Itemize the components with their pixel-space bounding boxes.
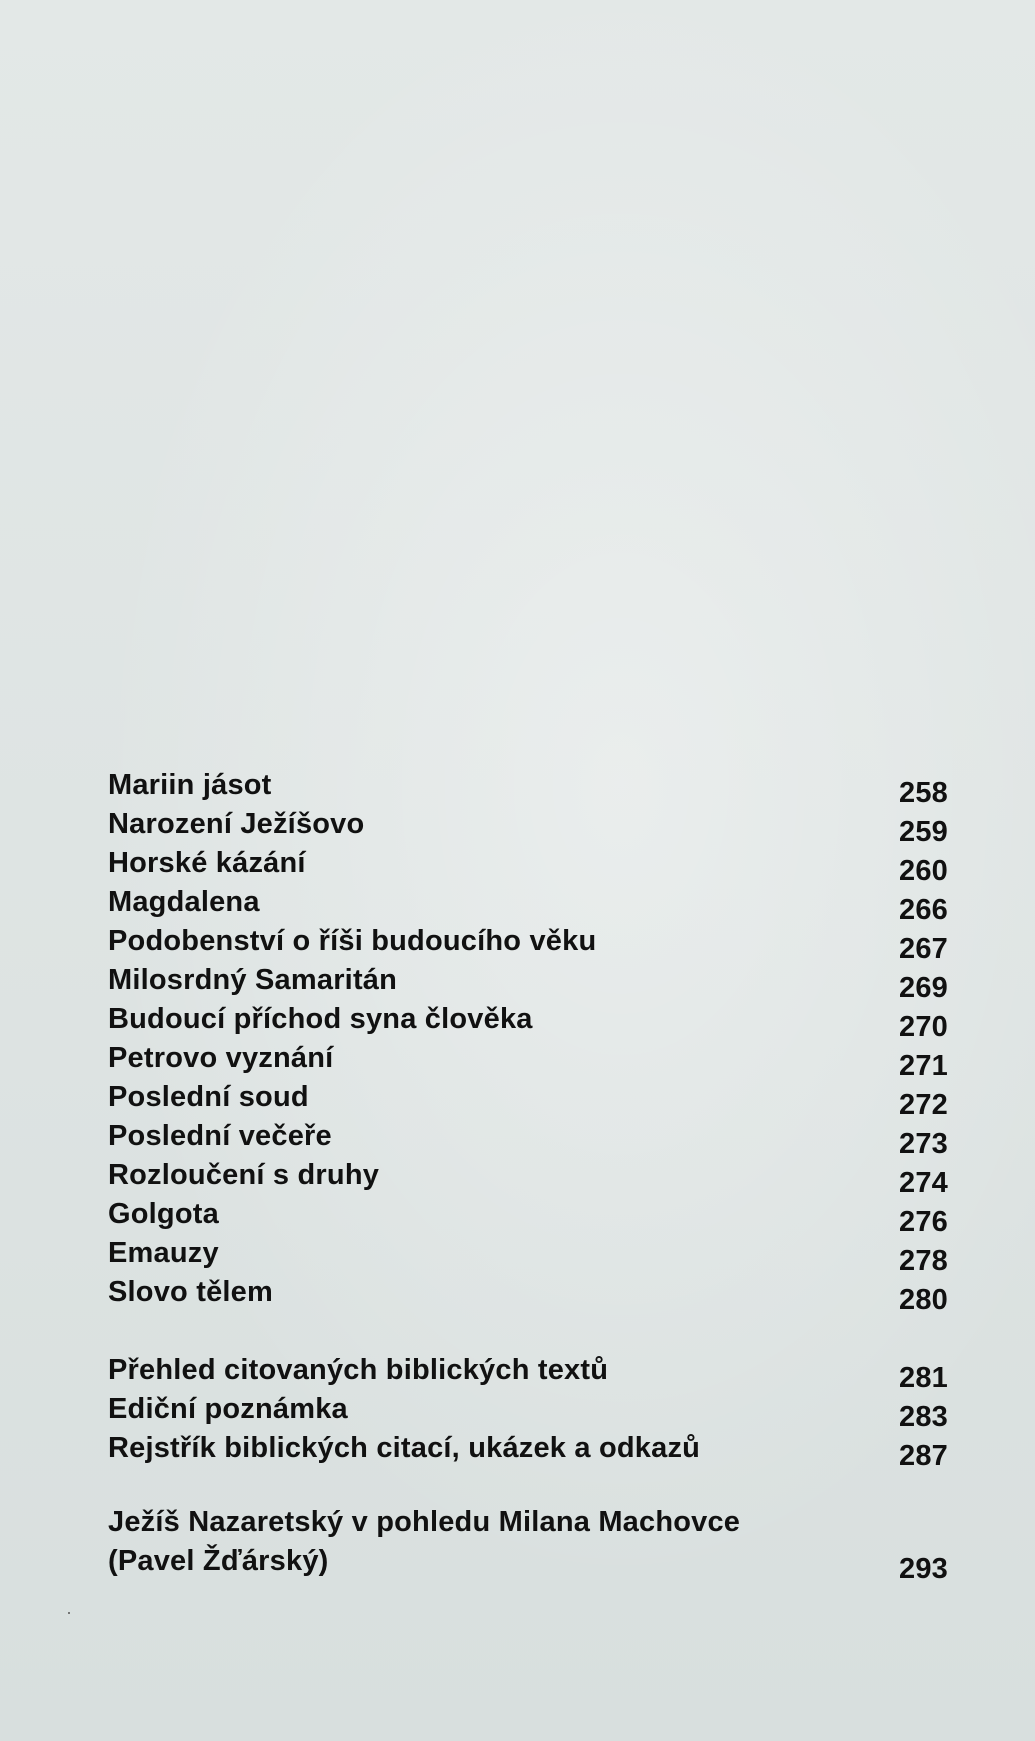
toc-entry-page: 280 — [899, 1284, 948, 1316]
toc-entry-title: Mariin jásot — [108, 769, 272, 801]
toc-entry-title-line: Ježíš Nazaretský v pohledu Milana Machovce — [108, 1506, 741, 1538]
toc-entry — [108, 1035, 948, 1082]
toc-entry — [108, 762, 948, 809]
toc-entry — [108, 1230, 948, 1277]
toc-entry-title: Narození Ježíšovo — [108, 808, 365, 840]
toc-entry — [108, 1386, 948, 1433]
toc-entry — [108, 1269, 948, 1316]
toc-group-appendices — [108, 1347, 948, 1472]
toc-group-essay — [108, 1503, 948, 1585]
toc-entry — [108, 1113, 948, 1160]
toc-entry — [108, 957, 948, 1004]
toc-entry — [108, 996, 948, 1043]
toc-entry-title — [108, 1503, 879, 1581]
toc-entry-page: 283 — [899, 1401, 948, 1433]
table-of-contents — [108, 762, 948, 1585]
toc-entry-page: 271 — [899, 1050, 948, 1082]
toc-entry — [108, 801, 948, 848]
toc-entry-title: Poslední večeře — [108, 1120, 332, 1152]
toc-entry-page: 276 — [899, 1206, 948, 1238]
toc-entry — [108, 1503, 948, 1585]
toc-entry-title: Rozloučení s druhy — [108, 1159, 380, 1191]
toc-entry-page: 258 — [899, 777, 948, 809]
toc-entry-page: 287 — [899, 1440, 948, 1472]
toc-entry — [108, 1074, 948, 1121]
toc-entry — [108, 1191, 948, 1238]
toc-entry-title: Rejstřík biblických citací, ukázek a odkazů — [108, 1432, 701, 1464]
toc-entry-title: Milosrdný Samaritán — [108, 964, 398, 996]
toc-entry-page: 270 — [899, 1011, 948, 1043]
toc-entry-page: 273 — [899, 1128, 948, 1160]
toc-entry-title: Podobenství o říši budoucího věku — [108, 925, 597, 957]
toc-entry-title: Slovo tělem — [108, 1276, 273, 1308]
toc-entry-title: Emauzy — [108, 1237, 219, 1269]
ink-speck — [68, 1612, 70, 1614]
toc-entry — [108, 840, 948, 887]
toc-entry-title: Petrovo vyznání — [108, 1042, 334, 1074]
toc-entry-title-line: (Pavel Žďárský) — [108, 1545, 329, 1577]
toc-entry-title: Horské kázání — [108, 847, 306, 879]
toc-entry — [108, 1347, 948, 1394]
toc-entry-title: Golgota — [108, 1198, 219, 1230]
toc-entry-page: 281 — [899, 1362, 948, 1394]
toc-entry-page: 266 — [899, 894, 948, 926]
toc-entry — [108, 879, 948, 926]
toc-entry — [108, 918, 948, 965]
toc-entry-page: 274 — [899, 1167, 948, 1199]
toc-entry-page: 293 — [899, 1553, 948, 1585]
toc-entry-page: 267 — [899, 933, 948, 965]
toc-entry-page: 260 — [899, 855, 948, 887]
toc-entry-title: Budoucí příchod syna člověka — [108, 1003, 533, 1035]
toc-group-chapters — [108, 762, 948, 1316]
toc-entry-title: Přehled citovaných biblických textů — [108, 1354, 609, 1386]
toc-entry-page: 278 — [899, 1245, 948, 1277]
toc-entry — [108, 1152, 948, 1199]
toc-entry-title: Poslední soud — [108, 1081, 309, 1113]
toc-entry — [108, 1425, 948, 1472]
toc-entry-title: Magdalena — [108, 886, 260, 918]
toc-entry-page: 272 — [899, 1089, 948, 1121]
toc-entry-page: 269 — [899, 972, 948, 1004]
toc-entry-title: Ediční poznámka — [108, 1393, 348, 1425]
toc-entry-page: 259 — [899, 816, 948, 848]
